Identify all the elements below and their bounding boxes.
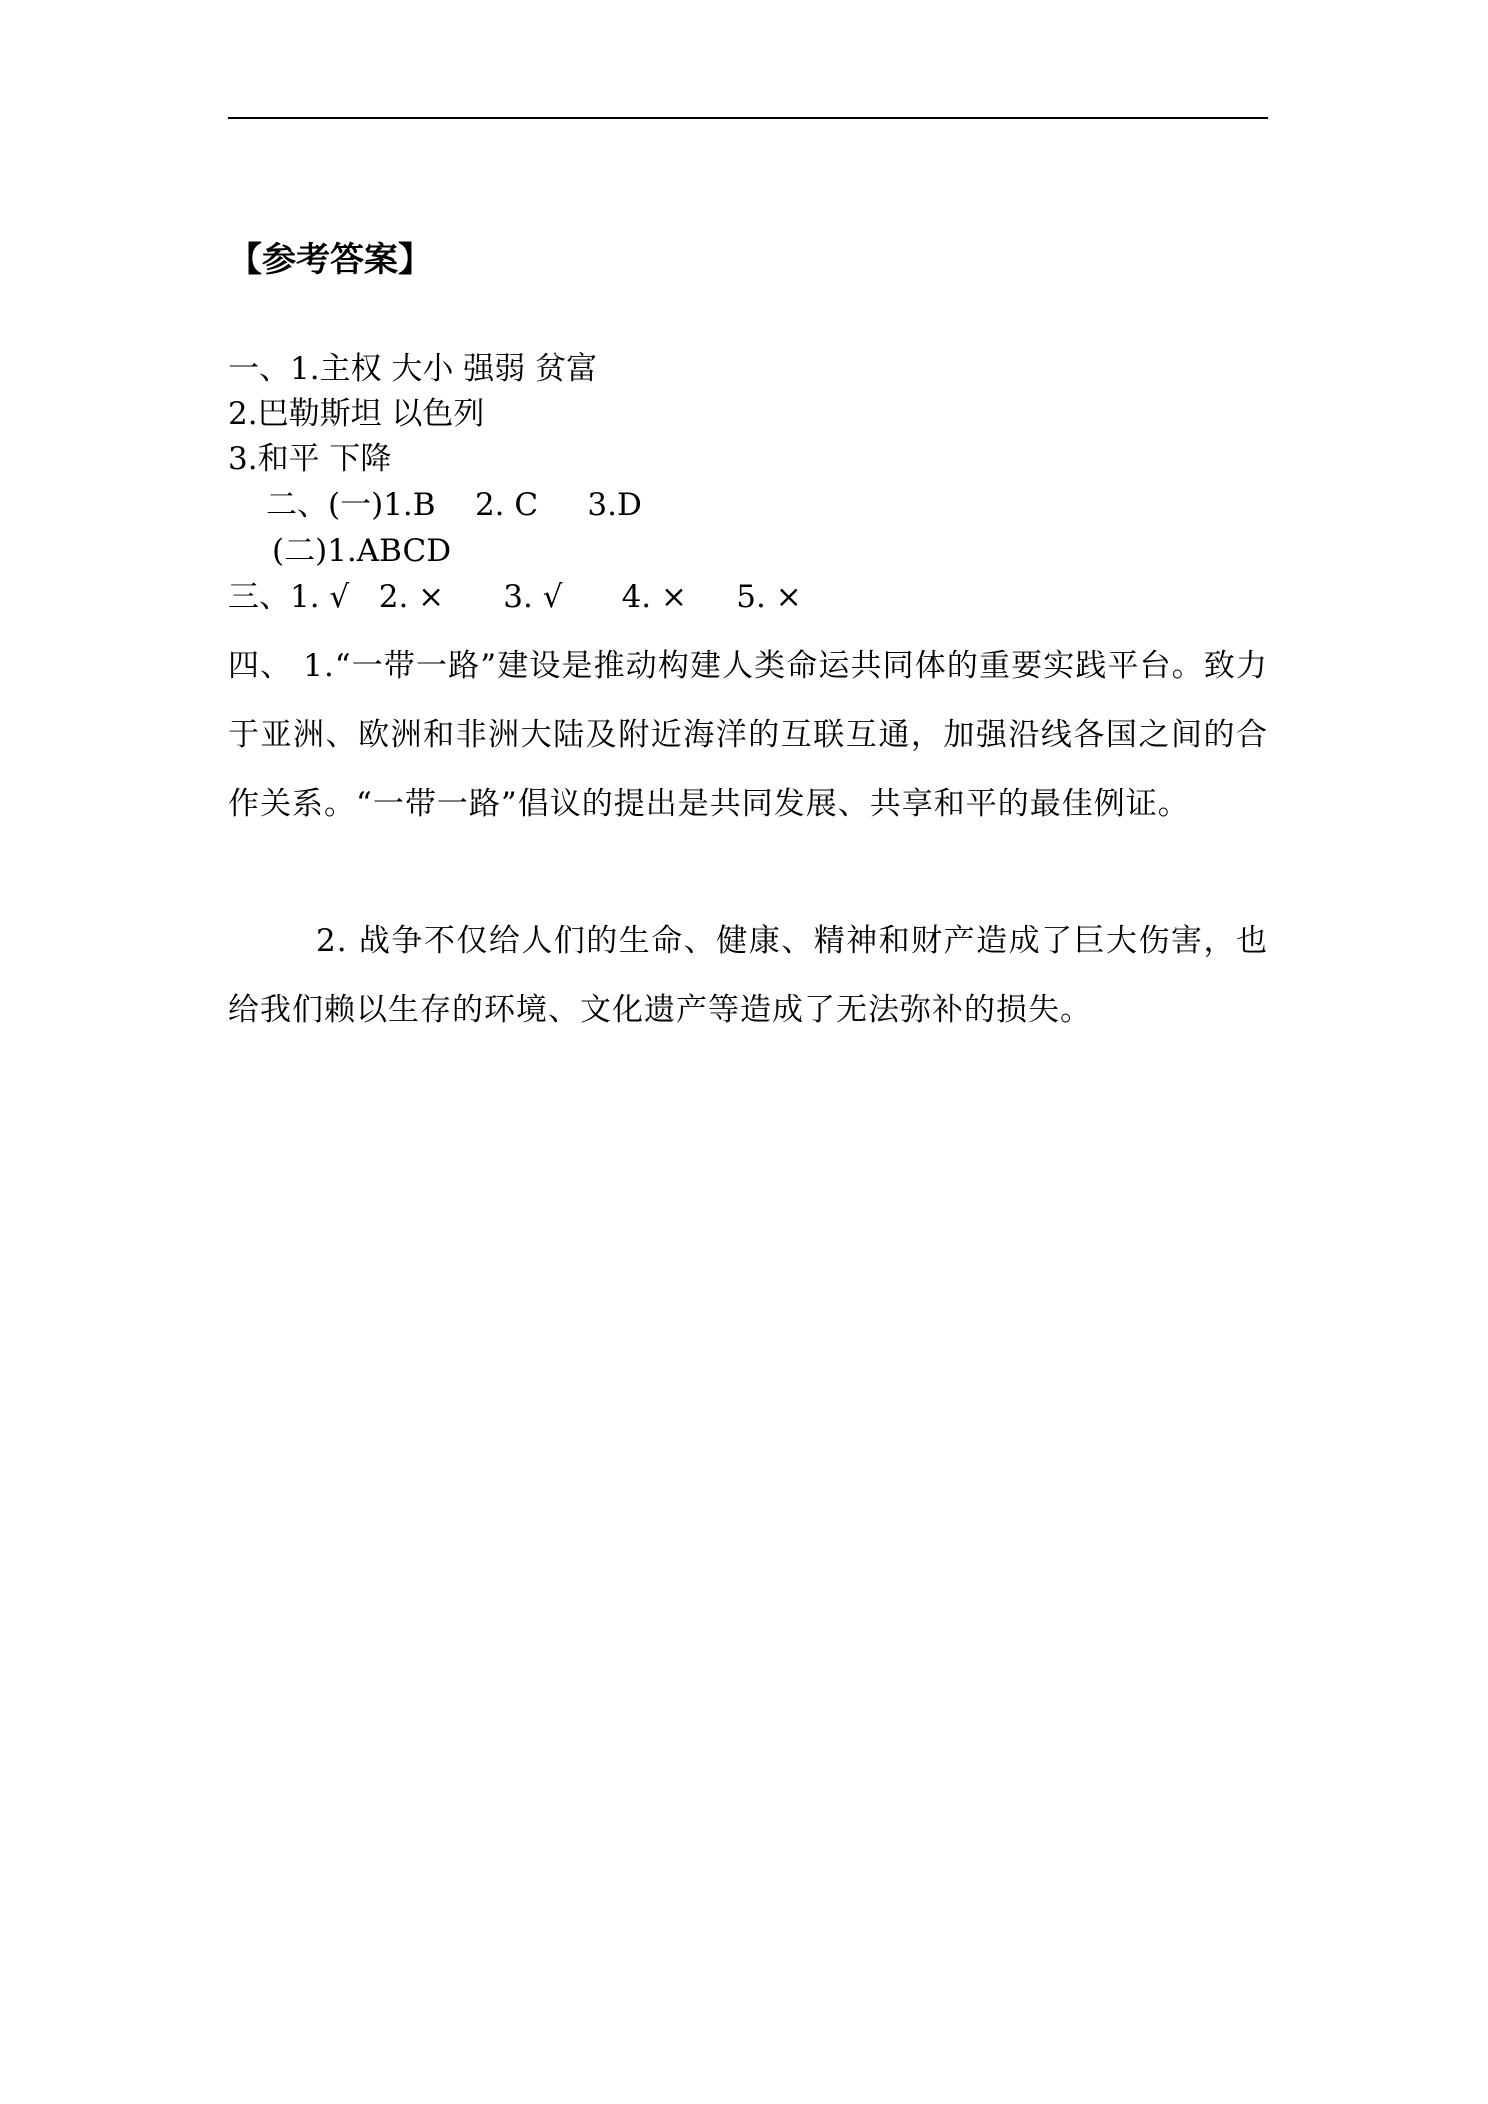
- section-2-line-2: (二)1.ABCD: [272, 533, 452, 569]
- section-4-paragraph-2: 2. 战争不仅给人们的生命、健康、精神和财产造成了巨大伤害，也给我们赖以生存的环境、文化遗产等造成了无法弥补的损失。: [228, 923, 1268, 1028]
- section-1-line-3: 3.和平 下降: [228, 441, 392, 477]
- answer-key-title: 【参考答案】: [228, 240, 432, 280]
- header-rule: [228, 117, 1268, 119]
- section-3-line-1: 三、1. √ 2. × 3. √ 4. × 5. ×: [228, 579, 802, 615]
- section-2-line-1: 二、(一)1.B 2. C 3.D: [266, 487, 642, 523]
- section-1-line-1: 一、1.主权 大小 强弱 贫富: [228, 351, 598, 387]
- section-1-line-2: 2.巴勒斯坦 以色列: [228, 396, 485, 432]
- section-4-paragraph-1: 四、 1.“一带一路”建设是推动构建人类命运共同体的重要实践平台。致力于亚洲、欧洲和非洲大陆及附近海洋的互联互通，加强沿线各国之间的合作关系。“一带一路”倡议的提出是共同发展、共享和平的最佳例证。: [228, 648, 1268, 822]
